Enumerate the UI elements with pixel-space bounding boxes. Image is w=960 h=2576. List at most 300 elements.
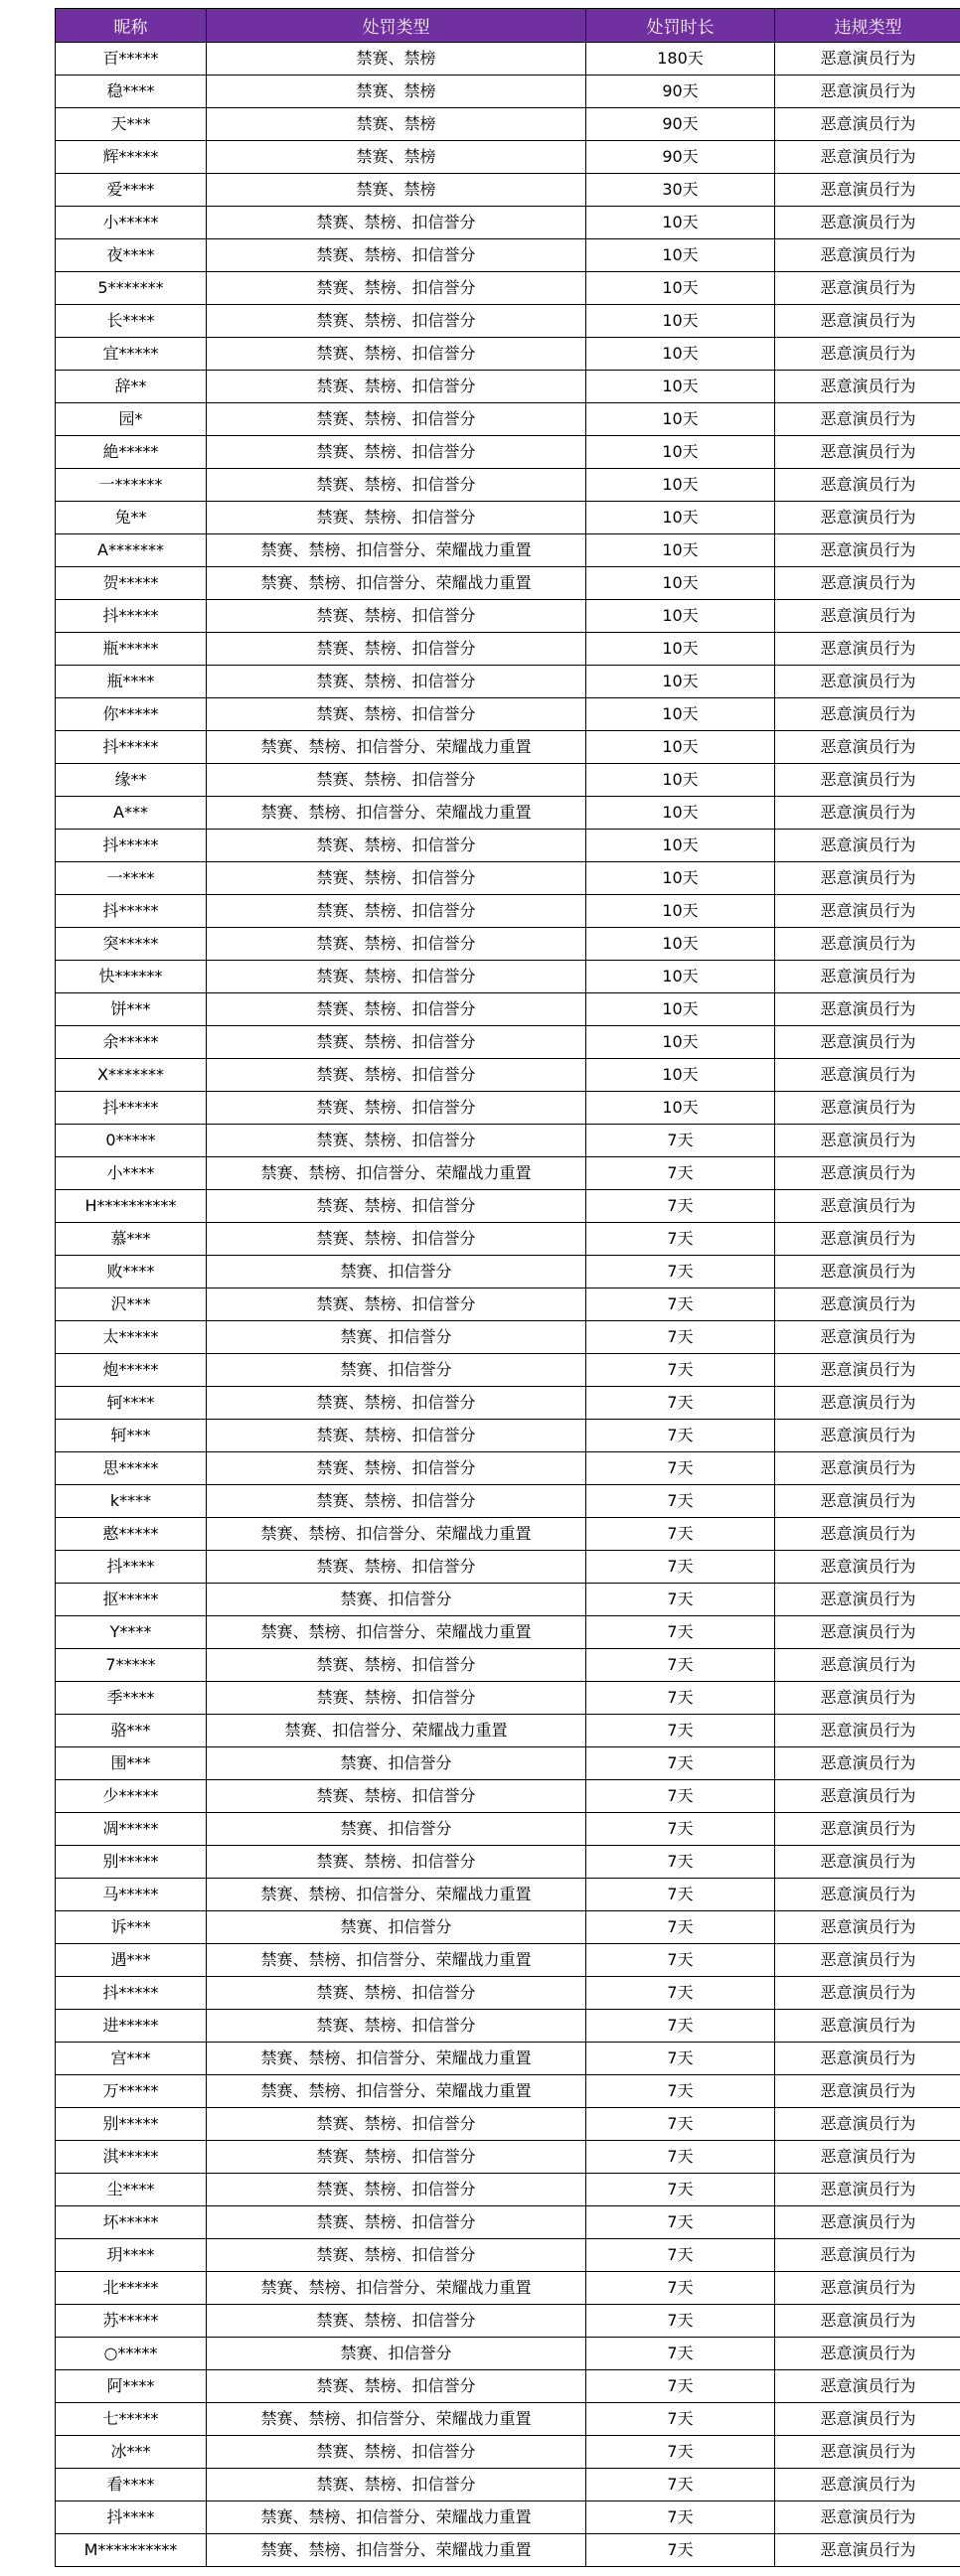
violation-type-cell: 恶意演员行为 bbox=[775, 1715, 960, 1747]
nickname-cell: A******* bbox=[56, 534, 207, 567]
penalty-type-cell: 禁赛、禁榜、扣信誉分 bbox=[207, 862, 586, 895]
violation-type-cell: 恶意演员行为 bbox=[775, 108, 960, 141]
penalty-type-cell: 禁赛、禁榜、扣信誉分 bbox=[207, 2436, 586, 2469]
penalty-duration-cell: 7天 bbox=[586, 1715, 775, 1747]
table-row bbox=[56, 1747, 960, 1780]
penalty-type-cell: 禁赛、扣信誉分 bbox=[207, 1584, 586, 1616]
penalty-duration-cell: 7天 bbox=[586, 1125, 775, 1157]
violation-type-cell: 恶意演员行为 bbox=[775, 1649, 960, 1682]
penalty-type-cell: 禁赛、禁榜、扣信誉分 bbox=[207, 666, 586, 698]
nickname-cell: 小***** bbox=[56, 207, 207, 239]
table-row bbox=[56, 567, 960, 600]
nickname-cell: 爱**** bbox=[56, 174, 207, 207]
penalty-duration-cell: 7天 bbox=[586, 2010, 775, 2043]
violation-type-cell: 恶意演员行为 bbox=[775, 2370, 960, 2403]
table-row bbox=[56, 2141, 960, 2174]
penalty-duration-cell: 180天 bbox=[586, 43, 775, 76]
penalty-duration-cell: 7天 bbox=[586, 1551, 775, 1584]
penalty-duration-cell: 10天 bbox=[586, 1059, 775, 1092]
header-nickname: 昵称 bbox=[56, 9, 207, 43]
nickname-cell: H********** bbox=[56, 1190, 207, 1223]
nickname-cell: 骆*** bbox=[56, 1715, 207, 1747]
violation-type-cell: 恶意演员行为 bbox=[775, 1157, 960, 1190]
table-row bbox=[56, 43, 960, 76]
violation-type-cell: 恶意演员行为 bbox=[775, 2108, 960, 2141]
penalty-type-cell: 禁赛、禁榜、扣信誉分 bbox=[207, 1420, 586, 1452]
violation-type-cell: 恶意演员行为 bbox=[775, 2206, 960, 2239]
nickname-cell: X******* bbox=[56, 1059, 207, 1092]
violation-type-cell: 恶意演员行为 bbox=[775, 1190, 960, 1223]
penalty-duration-cell: 7天 bbox=[586, 2108, 775, 2141]
table-row bbox=[56, 666, 960, 698]
table-row bbox=[56, 469, 960, 502]
violation-type-cell: 恶意演员行为 bbox=[775, 534, 960, 567]
penalty-type-cell: 禁赛、禁榜、扣信誉分 bbox=[207, 2206, 586, 2239]
penalty-type-cell: 禁赛、禁榜、扣信誉分、荣耀战力重置 bbox=[207, 731, 586, 764]
table-row bbox=[56, 2272, 960, 2305]
penalty-duration-cell: 7天 bbox=[586, 1387, 775, 1420]
penalty-type-cell: 禁赛、扣信誉分 bbox=[207, 1321, 586, 1354]
violation-type-cell: 恶意演员行为 bbox=[775, 1059, 960, 1092]
penalty-type-cell: 禁赛、禁榜、扣信誉分 bbox=[207, 502, 586, 534]
violation-type-cell: 恶意演员行为 bbox=[775, 600, 960, 633]
nickname-cell: 辞** bbox=[56, 371, 207, 403]
table-row bbox=[56, 2305, 960, 2338]
penalty-type-cell: 禁赛、禁榜、扣信誉分 bbox=[207, 272, 586, 305]
penalty-duration-cell: 10天 bbox=[586, 1092, 775, 1125]
table-row bbox=[56, 305, 960, 338]
penalty-type-cell: 禁赛、禁榜、扣信誉分、荣耀战力重置 bbox=[207, 1157, 586, 1190]
violation-type-cell: 恶意演员行为 bbox=[775, 731, 960, 764]
nickname-cell: 别***** bbox=[56, 2108, 207, 2141]
violation-type-cell: 恶意演员行为 bbox=[775, 1584, 960, 1616]
nickname-cell: 思***** bbox=[56, 1452, 207, 1485]
penalty-duration-cell: 7天 bbox=[586, 2338, 775, 2370]
penalty-type-cell: 禁赛、禁榜、扣信誉分 bbox=[207, 993, 586, 1026]
table-row bbox=[56, 108, 960, 141]
table-row bbox=[56, 1780, 960, 1813]
penalty-type-cell: 禁赛、禁榜、扣信誉分 bbox=[207, 1387, 586, 1420]
table-row bbox=[56, 1092, 960, 1125]
nickname-cell: A*** bbox=[56, 797, 207, 830]
nickname-cell: 抖***** bbox=[56, 1977, 207, 2010]
penalty-type-cell: 禁赛、禁榜、扣信誉分 bbox=[207, 469, 586, 502]
penalty-type-cell: 禁赛、禁榜、扣信誉分 bbox=[207, 2305, 586, 2338]
table-header bbox=[56, 9, 960, 43]
table-row bbox=[56, 502, 960, 534]
table-row bbox=[56, 1321, 960, 1354]
penalty-type-cell: 禁赛、禁榜、扣信誉分、荣耀战力重置 bbox=[207, 534, 586, 567]
table-row bbox=[56, 698, 960, 731]
violation-type-cell: 恶意演员行为 bbox=[775, 2436, 960, 2469]
penalty-type-cell: 禁赛、禁榜、扣信誉分 bbox=[207, 2108, 586, 2141]
table-row bbox=[56, 1649, 960, 1682]
penalty-type-cell: 禁赛、扣信誉分 bbox=[207, 1747, 586, 1780]
penalty-type-cell: 禁赛、禁榜 bbox=[207, 76, 586, 108]
penalty-type-cell: 禁赛、禁榜、扣信誉分、荣耀战力重置 bbox=[207, 1518, 586, 1551]
violation-type-cell: 恶意演员行为 bbox=[775, 1551, 960, 1584]
penalty-duration-cell: 10天 bbox=[586, 600, 775, 633]
table-row bbox=[56, 2436, 960, 2469]
violation-type-cell: 恶意演员行为 bbox=[775, 1518, 960, 1551]
nickname-cell: 小**** bbox=[56, 1157, 207, 1190]
violation-type-cell: 恶意演员行为 bbox=[775, 1387, 960, 1420]
nickname-cell: 瓶***** bbox=[56, 633, 207, 666]
table-row bbox=[56, 2108, 960, 2141]
penalty-duration-cell: 10天 bbox=[586, 207, 775, 239]
table-row bbox=[56, 207, 960, 239]
penalty-duration-cell: 10天 bbox=[586, 403, 775, 436]
violation-type-cell: 恶意演员行为 bbox=[775, 403, 960, 436]
nickname-cell: 长**** bbox=[56, 305, 207, 338]
penalty-type-cell: 禁赛、扣信誉分 bbox=[207, 1911, 586, 1944]
penalty-type-cell: 禁赛、禁榜、扣信誉分、荣耀战力重置 bbox=[207, 2501, 586, 2534]
violation-type-cell: 恶意演员行为 bbox=[775, 2272, 960, 2305]
header-penalty-duration: 处罚时长 bbox=[586, 9, 775, 43]
nickname-cell: 七***** bbox=[56, 2403, 207, 2436]
violation-type-cell: 恶意演员行为 bbox=[775, 2305, 960, 2338]
penalty-duration-cell: 10天 bbox=[586, 666, 775, 698]
violation-type-cell: 恶意演员行为 bbox=[775, 141, 960, 174]
nickname-cell: 瓶**** bbox=[56, 666, 207, 698]
nickname-cell: 抖***** bbox=[56, 731, 207, 764]
violation-type-cell: 恶意演员行为 bbox=[775, 2403, 960, 2436]
violation-type-cell: 恶意演员行为 bbox=[775, 1354, 960, 1387]
penalty-type-cell: 禁赛、禁榜、扣信誉分 bbox=[207, 1780, 586, 1813]
nickname-cell: 饼*** bbox=[56, 993, 207, 1026]
penalty-type-cell: 禁赛、禁榜、扣信誉分 bbox=[207, 928, 586, 961]
penalty-duration-cell: 90天 bbox=[586, 76, 775, 108]
violation-type-cell: 恶意演员行为 bbox=[775, 1911, 960, 1944]
table-row bbox=[56, 731, 960, 764]
penalty-duration-cell: 10天 bbox=[586, 862, 775, 895]
nickname-cell: 百***** bbox=[56, 43, 207, 76]
penalty-duration-cell: 7天 bbox=[586, 1584, 775, 1616]
penalty-duration-cell: 7天 bbox=[586, 1288, 775, 1321]
nickname-cell: 冰*** bbox=[56, 2436, 207, 2469]
table-row bbox=[56, 174, 960, 207]
penalty-type-cell: 禁赛、禁榜、扣信誉分 bbox=[207, 600, 586, 633]
nickname-cell: 慕*** bbox=[56, 1223, 207, 1256]
table-row bbox=[56, 2534, 960, 2567]
penalty-duration-cell: 7天 bbox=[586, 2403, 775, 2436]
table-row bbox=[56, 600, 960, 633]
penalty-duration-cell: 7天 bbox=[586, 1977, 775, 2010]
nickname-cell: 轲**** bbox=[56, 1387, 207, 1420]
nickname-cell: 絶***** bbox=[56, 436, 207, 469]
nickname-cell: 凋***** bbox=[56, 1813, 207, 1846]
penalty-duration-cell: 10天 bbox=[586, 272, 775, 305]
table-row bbox=[56, 1256, 960, 1288]
nickname-cell: 宫*** bbox=[56, 2043, 207, 2075]
violation-type-cell: 恶意演员行为 bbox=[775, 76, 960, 108]
nickname-cell: 贺***** bbox=[56, 567, 207, 600]
nickname-cell: 坏***** bbox=[56, 2206, 207, 2239]
nickname-cell: 尘**** bbox=[56, 2174, 207, 2206]
table-row bbox=[56, 2174, 960, 2206]
nickname-cell: 辉***** bbox=[56, 141, 207, 174]
violation-type-cell: 恶意演员行为 bbox=[775, 1420, 960, 1452]
penalty-type-cell: 禁赛、禁榜、扣信誉分、荣耀战力重置 bbox=[207, 1616, 586, 1649]
violation-type-cell: 恶意演员行为 bbox=[775, 1092, 960, 1125]
nickname-cell: Y**** bbox=[56, 1616, 207, 1649]
penalty-type-cell: 禁赛、禁榜、扣信誉分 bbox=[207, 239, 586, 272]
penalty-duration-cell: 10天 bbox=[586, 371, 775, 403]
penalty-duration-cell: 7天 bbox=[586, 2239, 775, 2272]
penalty-duration-cell: 7天 bbox=[586, 1780, 775, 1813]
nickname-cell: 季**** bbox=[56, 1682, 207, 1715]
table-row bbox=[56, 1584, 960, 1616]
violation-type-cell: 恶意演员行为 bbox=[775, 1977, 960, 2010]
penalty-type-cell: 禁赛、禁榜、扣信誉分 bbox=[207, 2469, 586, 2501]
penalty-duration-cell: 10天 bbox=[586, 961, 775, 993]
penalty-type-cell: 禁赛、禁榜、扣信誉分 bbox=[207, 403, 586, 436]
table-row bbox=[56, 2010, 960, 2043]
violation-type-cell: 恶意演员行为 bbox=[775, 1026, 960, 1059]
penalty-duration-cell: 7天 bbox=[586, 1256, 775, 1288]
nickname-cell: M********** bbox=[56, 2534, 207, 2567]
penalty-duration-cell: 7天 bbox=[586, 2436, 775, 2469]
nickname-cell: 围*** bbox=[56, 1747, 207, 1780]
penalty-duration-cell: 7天 bbox=[586, 1911, 775, 1944]
header-row bbox=[56, 9, 960, 43]
penalty-type-cell: 禁赛、禁榜、扣信誉分、荣耀战力重置 bbox=[207, 1944, 586, 1977]
violation-type-cell: 恶意演员行为 bbox=[775, 1288, 960, 1321]
violation-type-cell: 恶意演员行为 bbox=[775, 239, 960, 272]
table-row bbox=[56, 1026, 960, 1059]
penalty-type-cell: 禁赛、禁榜 bbox=[207, 141, 586, 174]
penalty-type-cell: 禁赛、禁榜 bbox=[207, 174, 586, 207]
violation-type-cell: 恶意演员行为 bbox=[775, 2174, 960, 2206]
nickname-cell: 快****** bbox=[56, 961, 207, 993]
penalty-type-cell: 禁赛、禁榜、扣信誉分 bbox=[207, 1026, 586, 1059]
nickname-cell: 7***** bbox=[56, 1649, 207, 1682]
violation-type-cell: 恶意演员行为 bbox=[775, 797, 960, 830]
penalty-type-cell: 禁赛、禁榜、扣信誉分 bbox=[207, 1452, 586, 1485]
nickname-cell: 轲*** bbox=[56, 1420, 207, 1452]
penalty-type-cell: 禁赛、禁榜、扣信誉分 bbox=[207, 2239, 586, 2272]
nickname-cell: 抖***** bbox=[56, 600, 207, 633]
header-violation-type: 违规类型 bbox=[775, 9, 960, 43]
table-row bbox=[56, 76, 960, 108]
table-row bbox=[56, 141, 960, 174]
penalty-duration-cell: 10天 bbox=[586, 1026, 775, 1059]
penalty-duration-cell: 10天 bbox=[586, 567, 775, 600]
penalty-duration-cell: 7天 bbox=[586, 1616, 775, 1649]
violation-type-cell: 恶意演员行为 bbox=[775, 1747, 960, 1780]
nickname-cell: k**** bbox=[56, 1485, 207, 1518]
table-row bbox=[56, 1223, 960, 1256]
penalty-duration-cell: 7天 bbox=[586, 2043, 775, 2075]
penalty-duration-cell: 10天 bbox=[586, 928, 775, 961]
nickname-cell: 你***** bbox=[56, 698, 207, 731]
table-row bbox=[56, 239, 960, 272]
table-row bbox=[56, 797, 960, 830]
nickname-cell: 夜**** bbox=[56, 239, 207, 272]
penalty-type-cell: 禁赛、禁榜、扣信誉分、荣耀战力重置 bbox=[207, 567, 586, 600]
table-row bbox=[56, 993, 960, 1026]
penalty-duration-cell: 10天 bbox=[586, 895, 775, 928]
penalty-type-cell: 禁赛、禁榜、扣信誉分 bbox=[207, 1682, 586, 1715]
violation-type-cell: 恶意演员行为 bbox=[775, 43, 960, 76]
penalty-type-cell: 禁赛、禁榜、扣信誉分 bbox=[207, 830, 586, 862]
nickname-cell: 诉*** bbox=[56, 1911, 207, 1944]
penalty-duration-cell: 10天 bbox=[586, 731, 775, 764]
penalty-type-cell: 禁赛、禁榜、扣信誉分 bbox=[207, 1288, 586, 1321]
nickname-cell: 抖**** bbox=[56, 1551, 207, 1584]
table-row bbox=[56, 2501, 960, 2534]
penalty-type-cell: 禁赛、禁榜、扣信誉分 bbox=[207, 1190, 586, 1223]
violation-type-cell: 恶意演员行为 bbox=[775, 1879, 960, 1911]
table-row bbox=[56, 1518, 960, 1551]
penalty-duration-cell: 7天 bbox=[586, 1190, 775, 1223]
penalty-duration-cell: 10天 bbox=[586, 436, 775, 469]
violation-type-cell: 恶意演员行为 bbox=[775, 1485, 960, 1518]
penalty-duration-cell: 10天 bbox=[586, 993, 775, 1026]
penalty-type-cell: 禁赛、禁榜、扣信誉分 bbox=[207, 1846, 586, 1879]
violation-type-cell: 恶意演员行为 bbox=[775, 2501, 960, 2534]
nickname-cell: 余***** bbox=[56, 1026, 207, 1059]
violation-type-cell: 恶意演员行为 bbox=[775, 2239, 960, 2272]
table-row bbox=[56, 1354, 960, 1387]
penalty-duration-cell: 7天 bbox=[586, 2075, 775, 2108]
penalty-type-cell: 禁赛、禁榜、扣信誉分、荣耀战力重置 bbox=[207, 2534, 586, 2567]
violation-type-cell: 恶意演员行为 bbox=[775, 502, 960, 534]
table-row bbox=[56, 1616, 960, 1649]
table-row bbox=[56, 1420, 960, 1452]
table-row bbox=[56, 862, 960, 895]
nickname-cell: 抖**** bbox=[56, 2501, 207, 2534]
table-row bbox=[56, 338, 960, 371]
table-row bbox=[56, 895, 960, 928]
penalty-duration-cell: 7天 bbox=[586, 2370, 775, 2403]
penalty-type-cell: 禁赛、禁榜、扣信誉分、荣耀战力重置 bbox=[207, 2272, 586, 2305]
nickname-cell: 憨***** bbox=[56, 1518, 207, 1551]
penalty-duration-cell: 7天 bbox=[586, 1944, 775, 1977]
table-row bbox=[56, 2403, 960, 2436]
nickname-cell: 马***** bbox=[56, 1879, 207, 1911]
penalty-type-cell: 禁赛、扣信誉分 bbox=[207, 1354, 586, 1387]
nickname-cell: 少***** bbox=[56, 1780, 207, 1813]
penalty-type-cell: 禁赛、禁榜、扣信誉分 bbox=[207, 305, 586, 338]
table-row bbox=[56, 1944, 960, 1977]
penalty-type-cell: 禁赛、禁榜、扣信誉分、荣耀战力重置 bbox=[207, 2043, 586, 2075]
table-row bbox=[56, 1551, 960, 1584]
nickname-cell: 突***** bbox=[56, 928, 207, 961]
penalty-duration-cell: 7天 bbox=[586, 2305, 775, 2338]
table-row bbox=[56, 764, 960, 797]
table-row bbox=[56, 272, 960, 305]
violation-type-cell: 恶意演员行为 bbox=[775, 961, 960, 993]
nickname-cell: 太***** bbox=[56, 1321, 207, 1354]
penalty-duration-cell: 7天 bbox=[586, 1485, 775, 1518]
nickname-cell: 看**** bbox=[56, 2469, 207, 2501]
violation-type-cell: 恶意演员行为 bbox=[775, 338, 960, 371]
nickname-cell: 0***** bbox=[56, 1125, 207, 1157]
violation-type-cell: 恶意演员行为 bbox=[775, 1223, 960, 1256]
violation-type-cell: 恶意演员行为 bbox=[775, 272, 960, 305]
nickname-cell: 宜***** bbox=[56, 338, 207, 371]
nickname-cell: 一**** bbox=[56, 862, 207, 895]
penalty-duration-cell: 10天 bbox=[586, 534, 775, 567]
table-row bbox=[56, 2206, 960, 2239]
violation-type-cell: 恶意演员行为 bbox=[775, 862, 960, 895]
table-body bbox=[56, 43, 960, 2567]
penalty-type-cell: 禁赛、禁榜、扣信誉分 bbox=[207, 1059, 586, 1092]
table-row bbox=[56, 371, 960, 403]
table-row bbox=[56, 1879, 960, 1911]
table-row bbox=[56, 961, 960, 993]
penalty-duration-cell: 7天 bbox=[586, 1518, 775, 1551]
penalty-type-cell: 禁赛、禁榜、扣信誉分 bbox=[207, 2010, 586, 2043]
violation-type-cell: 恶意演员行为 bbox=[775, 895, 960, 928]
nickname-cell: 败**** bbox=[56, 1256, 207, 1288]
nickname-cell: 园* bbox=[56, 403, 207, 436]
nickname-cell: 天*** bbox=[56, 108, 207, 141]
penalty-duration-cell: 30天 bbox=[586, 174, 775, 207]
penalty-duration-cell: 10天 bbox=[586, 305, 775, 338]
penalty-type-cell: 禁赛、禁榜、扣信誉分、荣耀战力重置 bbox=[207, 2403, 586, 2436]
violation-type-cell: 恶意演员行为 bbox=[775, 436, 960, 469]
table-row bbox=[56, 1911, 960, 1944]
penalty-duration-cell: 7天 bbox=[586, 1420, 775, 1452]
violation-type-cell: 恶意演员行为 bbox=[775, 1944, 960, 1977]
violation-type-cell: 恶意演员行为 bbox=[775, 1616, 960, 1649]
nickname-cell: 万***** bbox=[56, 2075, 207, 2108]
violation-type-cell: 恶意演员行为 bbox=[775, 1813, 960, 1846]
violation-type-cell: 恶意演员行为 bbox=[775, 1780, 960, 1813]
violation-type-cell: 恶意演员行为 bbox=[775, 2141, 960, 2174]
violation-type-cell: 恶意演员行为 bbox=[775, 1682, 960, 1715]
violation-type-cell: 恶意演员行为 bbox=[775, 2075, 960, 2108]
table-row bbox=[56, 1288, 960, 1321]
table-row bbox=[56, 2338, 960, 2370]
nickname-cell: 淇***** bbox=[56, 2141, 207, 2174]
penalty-duration-cell: 7天 bbox=[586, 1879, 775, 1911]
penalty-duration-cell: 7天 bbox=[586, 1747, 775, 1780]
nickname-cell: 抠***** bbox=[56, 1584, 207, 1616]
penalty-type-cell: 禁赛、禁榜、扣信誉分 bbox=[207, 895, 586, 928]
penalty-type-cell: 禁赛、禁榜、扣信誉分 bbox=[207, 2141, 586, 2174]
nickname-cell: 稳**** bbox=[56, 76, 207, 108]
penalty-type-cell: 禁赛、扣信誉分、荣耀战力重置 bbox=[207, 1715, 586, 1747]
violation-type-cell: 恶意演员行为 bbox=[775, 1846, 960, 1879]
violation-type-cell: 恶意演员行为 bbox=[775, 698, 960, 731]
violation-type-cell: 恶意演员行为 bbox=[775, 830, 960, 862]
violation-type-cell: 恶意演员行为 bbox=[775, 2534, 960, 2567]
table-row bbox=[56, 436, 960, 469]
nickname-cell: 一****** bbox=[56, 469, 207, 502]
violation-type-cell: 恶意演员行为 bbox=[775, 666, 960, 698]
penalty-duration-cell: 7天 bbox=[586, 1682, 775, 1715]
penalty-duration-cell: 10天 bbox=[586, 698, 775, 731]
table-row bbox=[56, 1452, 960, 1485]
violation-type-cell: 恶意演员行为 bbox=[775, 207, 960, 239]
penalty-table bbox=[55, 8, 960, 2567]
table-row bbox=[56, 1059, 960, 1092]
penalty-type-cell: 禁赛、扣信誉分 bbox=[207, 2338, 586, 2370]
violation-type-cell: 恶意演员行为 bbox=[775, 2010, 960, 2043]
table-row bbox=[56, 1190, 960, 1223]
table-row bbox=[56, 1977, 960, 2010]
penalty-type-cell: 禁赛、禁榜、扣信誉分 bbox=[207, 371, 586, 403]
nickname-cell: 抖***** bbox=[56, 895, 207, 928]
penalty-duration-cell: 10天 bbox=[586, 633, 775, 666]
violation-type-cell: 恶意演员行为 bbox=[775, 469, 960, 502]
violation-type-cell: 恶意演员行为 bbox=[775, 2043, 960, 2075]
table-row bbox=[56, 1682, 960, 1715]
penalty-duration-cell: 10天 bbox=[586, 830, 775, 862]
